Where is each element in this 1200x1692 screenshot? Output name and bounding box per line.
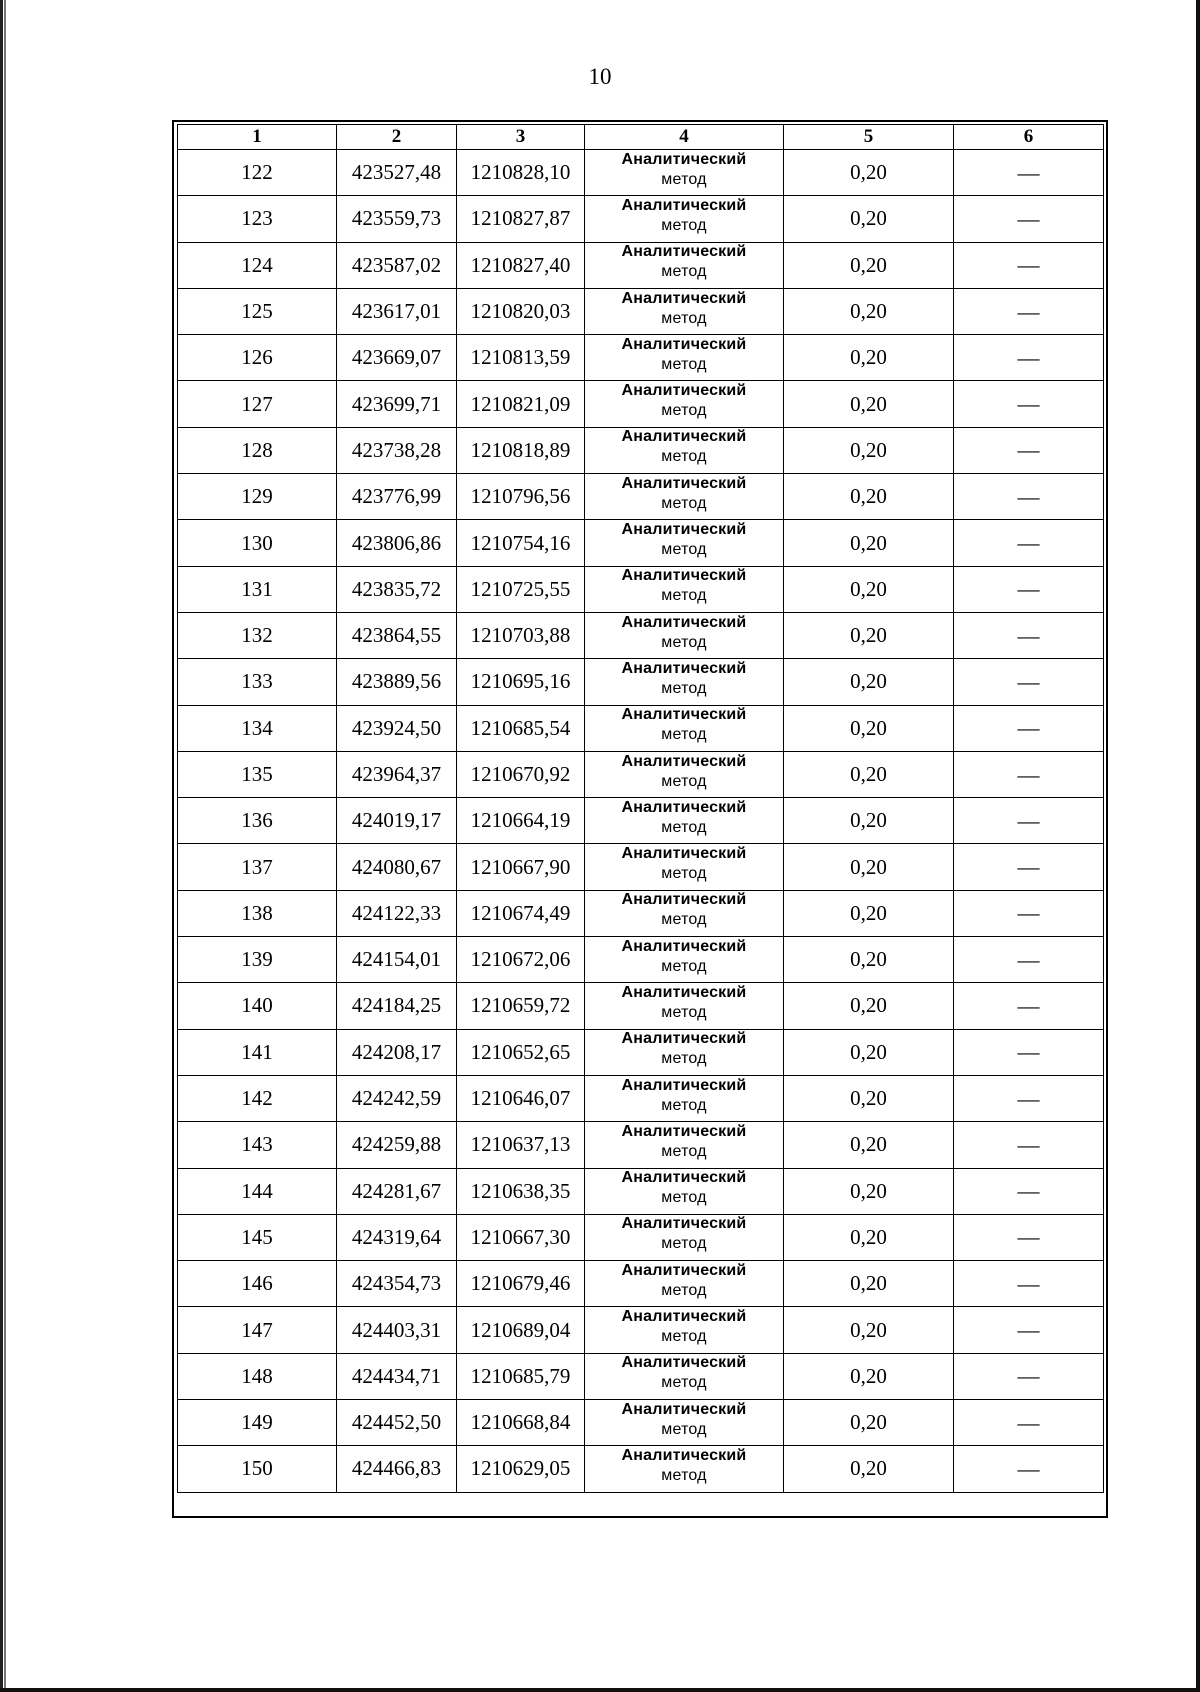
y-coordinate-cell: 1210685,54: [457, 705, 585, 751]
accuracy-cell: 0,20: [784, 1400, 954, 1446]
method-cell: [585, 1446, 784, 1492]
y-coordinate-cell: 1210725,55: [457, 566, 585, 612]
method-line-2: метод: [661, 726, 707, 744]
column-header-1: 1: [178, 125, 337, 150]
accuracy-cell: 0,20: [784, 1261, 954, 1307]
y-coordinate-cell: 1210638,35: [457, 1168, 585, 1214]
method-cell: [585, 1122, 784, 1168]
y-coordinate-cell: 1210754,16: [457, 520, 585, 566]
scan-edge-left: [0, 0, 3, 1692]
method-line-1: Аналитический: [621, 983, 747, 1001]
scan-edge-bottom: [0, 1688, 1200, 1692]
method-line-2: метод: [661, 1235, 707, 1253]
coordinates-table: [177, 124, 1104, 1493]
accuracy-cell: 0,20: [784, 1168, 954, 1214]
point-number-cell: 137: [178, 844, 337, 890]
table-row: [178, 937, 1104, 983]
y-coordinate-cell: 1210629,05: [457, 1446, 585, 1492]
table-row: [178, 566, 1104, 612]
y-coordinate-cell: 1210695,16: [457, 659, 585, 705]
method-cell: [585, 890, 784, 936]
table-row: [178, 381, 1104, 427]
method-line-1: Аналитический: [621, 1354, 747, 1372]
note-cell: —: [954, 427, 1104, 473]
note-cell: —: [954, 288, 1104, 334]
method-cell: [585, 474, 784, 520]
point-number-cell: 150: [178, 1446, 337, 1492]
y-coordinate-cell: 1210667,30: [457, 1214, 585, 1260]
method-line-1: Аналитический: [621, 706, 747, 724]
point-number-cell: 148: [178, 1353, 337, 1399]
note-cell: —: [954, 659, 1104, 705]
method-cell: [585, 427, 784, 473]
note-cell: —: [954, 844, 1104, 890]
note-cell: —: [954, 474, 1104, 520]
point-number-cell: 139: [178, 937, 337, 983]
note-cell: —: [954, 937, 1104, 983]
method-cell: [585, 1029, 784, 1075]
table-row: [178, 427, 1104, 473]
method-line-1: Аналитический: [621, 1261, 747, 1279]
point-number-cell: 136: [178, 798, 337, 844]
y-coordinate-cell: 1210827,87: [457, 196, 585, 242]
column-header-2: 2: [337, 125, 457, 150]
method-line-2: метод: [661, 1374, 707, 1392]
note-cell: —: [954, 1214, 1104, 1260]
accuracy-cell: 0,20: [784, 242, 954, 288]
table-row: [178, 1168, 1104, 1214]
method-line-2: метод: [661, 633, 707, 651]
table-row: [178, 983, 1104, 1029]
table-body: [178, 150, 1104, 1493]
accuracy-cell: 0,20: [784, 288, 954, 334]
point-number-cell: 122: [178, 150, 337, 196]
method-line-2: метод: [661, 865, 707, 883]
method-cell: [585, 196, 784, 242]
accuracy-cell: 0,20: [784, 427, 954, 473]
point-number-cell: 123: [178, 196, 337, 242]
y-coordinate-cell: 1210685,79: [457, 1353, 585, 1399]
method-line-1: Аналитический: [621, 382, 747, 400]
point-number-cell: 132: [178, 612, 337, 658]
method-cell: [585, 659, 784, 705]
x-coordinate-cell: 424354,73: [337, 1261, 457, 1307]
point-number-cell: 141: [178, 1029, 337, 1075]
method-line-1: Аналитический: [621, 1446, 747, 1464]
table-header-row: [178, 125, 1104, 150]
accuracy-cell: 0,20: [784, 566, 954, 612]
y-coordinate-cell: 1210828,10: [457, 150, 585, 196]
y-coordinate-cell: 1210672,06: [457, 937, 585, 983]
point-number-cell: 128: [178, 427, 337, 473]
method-line-1: Аналитический: [621, 752, 747, 770]
method-cell: [585, 937, 784, 983]
table-row: [178, 1214, 1104, 1260]
y-coordinate-cell: 1210679,46: [457, 1261, 585, 1307]
y-coordinate-cell: 1210667,90: [457, 844, 585, 890]
method-cell: [585, 1307, 784, 1353]
x-coordinate-cell: 424208,17: [337, 1029, 457, 1075]
y-coordinate-cell: 1210689,04: [457, 1307, 585, 1353]
note-cell: —: [954, 1122, 1104, 1168]
note-cell: —: [954, 566, 1104, 612]
y-coordinate-cell: 1210670,92: [457, 751, 585, 797]
accuracy-cell: 0,20: [784, 1029, 954, 1075]
method-line-2: метод: [661, 1003, 707, 1021]
method-cell: [585, 1353, 784, 1399]
method-line-1: Аналитический: [621, 196, 747, 214]
method-line-1: Аналитический: [621, 1400, 747, 1418]
point-number-cell: 125: [178, 288, 337, 334]
y-coordinate-cell: 1210813,59: [457, 335, 585, 381]
x-coordinate-cell: 423669,07: [337, 335, 457, 381]
table-row: [178, 798, 1104, 844]
x-coordinate-cell: 423806,86: [337, 520, 457, 566]
method-cell: [585, 983, 784, 1029]
point-number-cell: 143: [178, 1122, 337, 1168]
table-row: [178, 844, 1104, 890]
x-coordinate-cell: 423527,48: [337, 150, 457, 196]
x-coordinate-cell: 423699,71: [337, 381, 457, 427]
method-cell: [585, 566, 784, 612]
note-cell: —: [954, 751, 1104, 797]
table-row: [178, 1029, 1104, 1075]
method-cell: [585, 335, 784, 381]
method-cell: [585, 705, 784, 751]
method-line-1: Аналитический: [621, 243, 747, 261]
point-number-cell: 146: [178, 1261, 337, 1307]
point-number-cell: 133: [178, 659, 337, 705]
accuracy-cell: 0,20: [784, 520, 954, 566]
note-cell: —: [954, 1353, 1104, 1399]
y-coordinate-cell: 1210637,13: [457, 1122, 585, 1168]
point-number-cell: 138: [178, 890, 337, 936]
note-cell: —: [954, 381, 1104, 427]
note-cell: —: [954, 150, 1104, 196]
method-line-2: метод: [661, 216, 707, 234]
note-cell: —: [954, 520, 1104, 566]
method-line-2: метод: [661, 1142, 707, 1160]
method-line-1: Аналитический: [621, 798, 747, 816]
table-row: [178, 474, 1104, 520]
note-cell: —: [954, 196, 1104, 242]
point-number-cell: 142: [178, 1075, 337, 1121]
y-coordinate-cell: 1210820,03: [457, 288, 585, 334]
method-cell: [585, 150, 784, 196]
y-coordinate-cell: 1210646,07: [457, 1075, 585, 1121]
accuracy-cell: 0,20: [784, 798, 954, 844]
scan-edge-right: [1196, 0, 1200, 1692]
table-row: [178, 659, 1104, 705]
method-line-1: Аналитический: [621, 150, 747, 168]
method-line-2: метод: [661, 402, 707, 420]
note-cell: —: [954, 335, 1104, 381]
method-cell: [585, 612, 784, 658]
accuracy-cell: 0,20: [784, 659, 954, 705]
accuracy-cell: 0,20: [784, 1075, 954, 1121]
method-line-2: метод: [661, 679, 707, 697]
table-row: [178, 1261, 1104, 1307]
accuracy-cell: 0,20: [784, 381, 954, 427]
column-header-3: 3: [457, 125, 585, 150]
point-number-cell: 145: [178, 1214, 337, 1260]
y-coordinate-cell: 1210674,49: [457, 890, 585, 936]
method-line-2: метод: [661, 1189, 707, 1207]
accuracy-cell: 0,20: [784, 335, 954, 381]
note-cell: —: [954, 983, 1104, 1029]
x-coordinate-cell: 424080,67: [337, 844, 457, 890]
note-cell: —: [954, 242, 1104, 288]
note-cell: —: [954, 890, 1104, 936]
point-number-cell: 130: [178, 520, 337, 566]
point-number-cell: 149: [178, 1400, 337, 1446]
method-line-1: Аналитический: [621, 613, 747, 631]
method-line-2: метод: [661, 1050, 707, 1068]
accuracy-cell: 0,20: [784, 844, 954, 890]
column-header-6: 6: [954, 125, 1104, 150]
method-line-2: метод: [661, 1328, 707, 1346]
method-line-2: метод: [661, 355, 707, 373]
table-row: [178, 1307, 1104, 1353]
coordinates-table-frame: [172, 120, 1108, 1518]
page-number: 10: [588, 64, 612, 89]
note-cell: —: [954, 1168, 1104, 1214]
table-row: [178, 1353, 1104, 1399]
method-cell: [585, 1168, 784, 1214]
accuracy-cell: 0,20: [784, 983, 954, 1029]
table-row: [178, 288, 1104, 334]
method-line-1: Аналитический: [621, 845, 747, 863]
x-coordinate-cell: 423889,56: [337, 659, 457, 705]
method-cell: [585, 242, 784, 288]
method-line-2: метод: [661, 494, 707, 512]
method-line-2: метод: [661, 911, 707, 929]
y-coordinate-cell: 1210796,56: [457, 474, 585, 520]
method-cell: [585, 844, 784, 890]
x-coordinate-cell: 423835,72: [337, 566, 457, 612]
x-coordinate-cell: 424466,83: [337, 1446, 457, 1492]
point-number-cell: 134: [178, 705, 337, 751]
note-cell: —: [954, 612, 1104, 658]
method-line-1: Аналитический: [621, 1169, 747, 1187]
method-line-2: метод: [661, 541, 707, 559]
table-row: [178, 612, 1104, 658]
point-number-cell: 140: [178, 983, 337, 1029]
note-cell: —: [954, 705, 1104, 751]
y-coordinate-cell: 1210821,09: [457, 381, 585, 427]
x-coordinate-cell: 423617,01: [337, 288, 457, 334]
method-cell: [585, 381, 784, 427]
point-number-cell: 131: [178, 566, 337, 612]
table-row: [178, 1122, 1104, 1168]
x-coordinate-cell: 424154,01: [337, 937, 457, 983]
method-line-2: метод: [661, 772, 707, 790]
y-coordinate-cell: 1210818,89: [457, 427, 585, 473]
accuracy-cell: 0,20: [784, 1122, 954, 1168]
x-coordinate-cell: 423924,50: [337, 705, 457, 751]
x-coordinate-cell: 423964,37: [337, 751, 457, 797]
x-coordinate-cell: 424242,59: [337, 1075, 457, 1121]
x-coordinate-cell: 424319,64: [337, 1214, 457, 1260]
method-line-1: Аналитический: [621, 937, 747, 955]
method-line-1: Аналитический: [621, 567, 747, 585]
method-line-1: Аналитический: [621, 891, 747, 909]
x-coordinate-cell: 423864,55: [337, 612, 457, 658]
table-row: [178, 705, 1104, 751]
note-cell: —: [954, 798, 1104, 844]
method-line-1: Аналитический: [621, 289, 747, 307]
y-coordinate-cell: 1210659,72: [457, 983, 585, 1029]
note-cell: —: [954, 1400, 1104, 1446]
accuracy-cell: 0,20: [784, 612, 954, 658]
x-coordinate-cell: 424434,71: [337, 1353, 457, 1399]
table-row: [178, 520, 1104, 566]
point-number-cell: 127: [178, 381, 337, 427]
x-coordinate-cell: 424122,33: [337, 890, 457, 936]
accuracy-cell: 0,20: [784, 890, 954, 936]
method-line-2: метод: [661, 263, 707, 281]
method-line-2: метод: [661, 957, 707, 975]
point-number-cell: 147: [178, 1307, 337, 1353]
x-coordinate-cell: 423776,99: [337, 474, 457, 520]
method-cell: [585, 1214, 784, 1260]
accuracy-cell: 0,20: [784, 751, 954, 797]
accuracy-cell: 0,20: [784, 1214, 954, 1260]
accuracy-cell: 0,20: [784, 937, 954, 983]
method-line-1: Аналитический: [621, 1122, 747, 1140]
method-line-1: Аналитический: [621, 1215, 747, 1233]
x-coordinate-cell: 424184,25: [337, 983, 457, 1029]
accuracy-cell: 0,20: [784, 705, 954, 751]
x-coordinate-cell: 423559,73: [337, 196, 457, 242]
x-coordinate-cell: 423587,02: [337, 242, 457, 288]
x-coordinate-cell: 424452,50: [337, 1400, 457, 1446]
table-row: [178, 335, 1104, 381]
y-coordinate-cell: 1210664,19: [457, 798, 585, 844]
scan-edge-left-inner: [4, 0, 6, 1692]
method-line-1: Аналитический: [621, 474, 747, 492]
method-line-1: Аналитический: [621, 428, 747, 446]
y-coordinate-cell: 1210703,88: [457, 612, 585, 658]
method-cell: [585, 798, 784, 844]
point-number-cell: 144: [178, 1168, 337, 1214]
table-row: [178, 196, 1104, 242]
note-cell: —: [954, 1307, 1104, 1353]
method-line-1: Аналитический: [621, 521, 747, 539]
table-row: [178, 751, 1104, 797]
method-line-2: метод: [661, 170, 707, 188]
accuracy-cell: 0,20: [784, 474, 954, 520]
accuracy-cell: 0,20: [784, 1353, 954, 1399]
method-line-1: Аналитический: [621, 1030, 747, 1048]
method-line-1: Аналитический: [621, 1308, 747, 1326]
method-cell: [585, 1075, 784, 1121]
table-row: [178, 242, 1104, 288]
y-coordinate-cell: 1210652,65: [457, 1029, 585, 1075]
x-coordinate-cell: 424019,17: [337, 798, 457, 844]
accuracy-cell: 0,20: [784, 1307, 954, 1353]
x-coordinate-cell: 423738,28: [337, 427, 457, 473]
method-line-2: метод: [661, 1096, 707, 1114]
method-line-2: метод: [661, 1420, 707, 1438]
method-line-2: метод: [661, 818, 707, 836]
method-cell: [585, 751, 784, 797]
x-coordinate-cell: 424281,67: [337, 1168, 457, 1214]
note-cell: —: [954, 1446, 1104, 1492]
method-line-1: Аналитический: [621, 659, 747, 677]
point-number-cell: 135: [178, 751, 337, 797]
accuracy-cell: 0,20: [784, 1446, 954, 1492]
method-line-1: Аналитический: [621, 1076, 747, 1094]
method-cell: [585, 520, 784, 566]
method-line-2: метод: [661, 309, 707, 327]
note-cell: —: [954, 1029, 1104, 1075]
table-row: [178, 1075, 1104, 1121]
y-coordinate-cell: 1210668,84: [457, 1400, 585, 1446]
column-header-4: 4: [585, 125, 784, 150]
table-row: [178, 1446, 1104, 1492]
x-coordinate-cell: 424259,88: [337, 1122, 457, 1168]
x-coordinate-cell: 424403,31: [337, 1307, 457, 1353]
table-row: [178, 150, 1104, 196]
method-line-2: метод: [661, 587, 707, 605]
note-cell: —: [954, 1261, 1104, 1307]
point-number-cell: 126: [178, 335, 337, 381]
method-line-2: метод: [661, 1281, 707, 1299]
method-cell: [585, 1261, 784, 1307]
y-coordinate-cell: 1210827,40: [457, 242, 585, 288]
table-row: [178, 1400, 1104, 1446]
point-number-cell: 129: [178, 474, 337, 520]
point-number-cell: 124: [178, 242, 337, 288]
method-line-2: метод: [661, 1466, 707, 1484]
table-row: [178, 890, 1104, 936]
column-header-5: 5: [784, 125, 954, 150]
method-cell: [585, 1400, 784, 1446]
accuracy-cell: 0,20: [784, 196, 954, 242]
accuracy-cell: 0,20: [784, 150, 954, 196]
method-cell: [585, 288, 784, 334]
method-line-2: метод: [661, 448, 707, 466]
note-cell: —: [954, 1075, 1104, 1121]
method-line-1: Аналитический: [621, 335, 747, 353]
